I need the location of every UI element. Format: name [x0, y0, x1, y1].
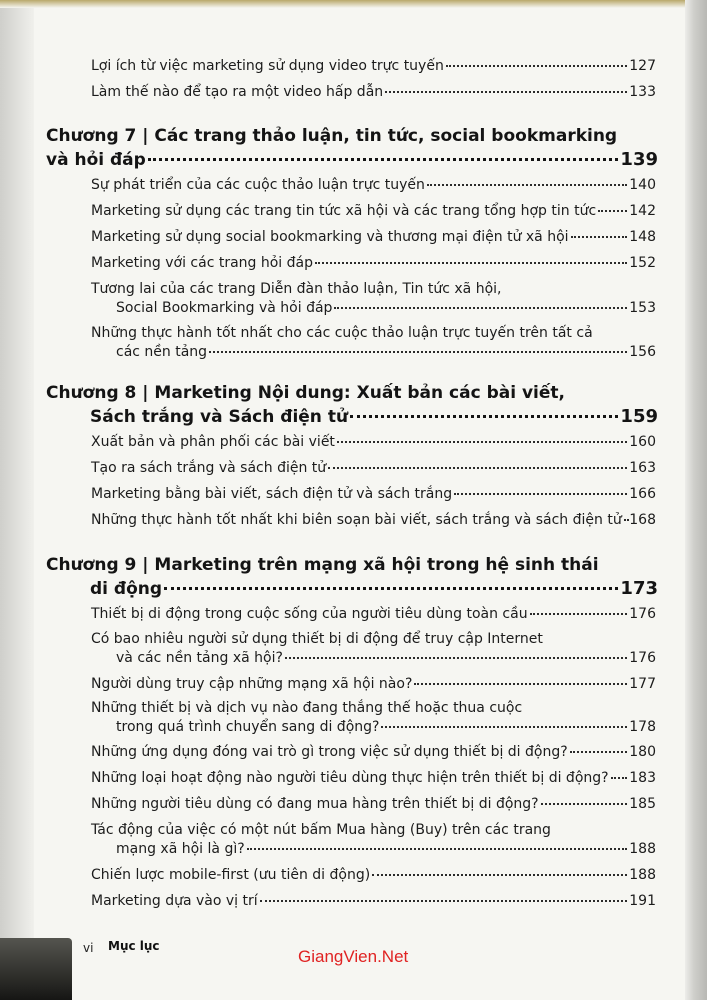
leader-dots — [381, 718, 627, 728]
leader-dots — [598, 202, 627, 212]
toc-page-number: 133 — [629, 84, 656, 100]
toc-entry[interactable] — [91, 821, 656, 859]
toc-entry[interactable] — [91, 254, 656, 273]
chapter-page-number: 159 — [620, 406, 658, 427]
chapter-title-cont: Sách trắng và Sách điện tử — [90, 407, 349, 427]
page-right-edge — [685, 0, 707, 1000]
toc-page-number: 168 — [629, 512, 656, 528]
toc-entry-title-cont: và các nền tảng xã hội? — [116, 650, 283, 666]
toc-entry-title: Xuất bản và phân phối các bài viết — [91, 434, 335, 450]
leader-dots — [570, 743, 628, 753]
toc-entry-title: Marketing sử dụng social bookmarking và thương mại điện tử xã hội — [91, 229, 569, 245]
toc-page-number: 163 — [629, 460, 656, 476]
footer-page-number: vi — [83, 941, 94, 955]
toc-entry-title-cont: mạng xã hội là gì? — [116, 841, 245, 857]
toc-entry[interactable] — [91, 280, 656, 318]
toc-page-number: 142 — [629, 203, 656, 219]
toc-entry-title-cont: trong quá trình chuyển sang di động? — [116, 719, 380, 735]
toc-page-number: 188 — [629, 841, 656, 857]
toc-entry[interactable] — [91, 630, 656, 668]
page-top-edge — [0, 0, 688, 8]
toc-page-number: 148 — [629, 229, 656, 245]
toc-entry-title: Tương lai của các trang Diễn đàn thảo luận, Tin tức xã hội, — [91, 281, 502, 297]
toc-entry-title: Những thực hành tốt nhất khi biên soạn bài viết, sách trắng và sách điện tử — [91, 512, 622, 528]
leader-dots — [530, 605, 628, 615]
leader-dots — [164, 577, 618, 590]
toc-entry-title: Những thực hành tốt nhất cho các cuộc thảo luận trực tuyến trên tất cả — [91, 325, 593, 341]
watermark-text: GiangVien.Net — [298, 947, 409, 966]
toc-entry[interactable] — [91, 699, 656, 737]
toc-entry[interactable] — [91, 485, 656, 504]
toc-entry[interactable] — [91, 795, 656, 814]
leader-dots — [446, 57, 627, 67]
toc-chapter-7[interactable] — [46, 124, 658, 172]
leader-dots — [209, 343, 627, 353]
toc-entry-title: Thiết bị di động trong cuộc sống của người tiêu dùng toàn cầu — [91, 606, 528, 622]
leader-dots — [372, 866, 627, 876]
leader-dots — [247, 840, 628, 850]
toc-entry-title: Sự phát triển của các cuộc thảo luận trực tuyến — [91, 177, 425, 193]
chapter-title-cont: và hỏi đáp — [46, 150, 146, 170]
leader-dots — [337, 433, 627, 443]
leader-dots — [427, 176, 627, 186]
toc-entry-title: Tạo ra sách trắng và sách điện tử — [91, 460, 327, 476]
leader-dots — [334, 299, 627, 309]
toc-entry-title: Marketing bằng bài viết, sách điện tử và sách trắng — [91, 486, 453, 502]
toc-page-number: 176 — [629, 606, 656, 622]
toc-page-number: 191 — [629, 893, 656, 909]
toc-page-number: 127 — [629, 58, 656, 74]
leader-dots — [328, 459, 627, 469]
toc-page-number: 177 — [629, 676, 656, 692]
toc-entry[interactable] — [91, 459, 656, 478]
leader-dots — [414, 675, 627, 685]
toc-entry-title: Những người tiêu dùng có đang mua hàng trên thiết bị di động? — [91, 796, 539, 812]
toc-entry-title-cont: các nền tảng — [116, 344, 208, 360]
toc-page-number: 140 — [629, 177, 656, 193]
toc-entry-title: Những loại hoạt động nào người tiêu dùng thực hiện trên thiết bị di động? — [91, 770, 609, 786]
toc-page-number: 152 — [629, 255, 656, 271]
leader-dots — [315, 254, 627, 264]
chapter-page-number: 173 — [620, 578, 658, 599]
footer-running-title: Mục lục — [108, 939, 160, 953]
leader-dots — [571, 228, 628, 238]
toc-page-number: 176 — [629, 650, 656, 666]
toc-page-number: 188 — [629, 867, 656, 883]
toc-page-number: 156 — [629, 344, 656, 360]
toc-entry-title-cont: Social Bookmarking và hỏi đáp — [116, 300, 333, 316]
leader-dots — [285, 649, 627, 659]
toc-page-number: 183 — [629, 770, 656, 786]
toc-entry-title: Những thiết bị và dịch vụ nào đang thắng thế hoặc thua cuộc — [91, 700, 523, 716]
toc-page-number: 153 — [629, 300, 656, 316]
leader-dots — [385, 83, 627, 93]
toc-entry[interactable] — [91, 675, 656, 694]
toc-entry[interactable] — [91, 433, 656, 452]
leader-dots — [260, 892, 628, 902]
toc-entry[interactable] — [91, 769, 656, 788]
toc-entry-title: Marketing sử dụng các trang tin tức xã hội và các trang tổng hợp tin tức — [91, 203, 597, 219]
toc-entry[interactable] — [91, 57, 656, 76]
leader-dots — [611, 769, 628, 779]
chapter-page-number: 139 — [620, 149, 658, 170]
toc-entry-title: Người dùng truy cập những mạng xã hội nào? — [91, 676, 413, 692]
toc-entry[interactable] — [91, 866, 656, 885]
chapter-title: Chương 8 | Marketing Nội dung: Xuất bản các bài viết, — [46, 383, 565, 403]
leader-dots — [541, 795, 628, 805]
toc-entry[interactable] — [91, 202, 656, 221]
toc-entry[interactable] — [91, 892, 656, 911]
toc-page-number: 166 — [629, 486, 656, 502]
toc-entry-title: Những ứng dụng đóng vai trò gì trong việc sử dụng thiết bị di động? — [91, 744, 568, 760]
toc-entry[interactable] — [91, 743, 656, 762]
toc-entry-title: Chiến lược mobile-first (ưu tiên di động) — [91, 867, 371, 883]
leader-dots — [624, 511, 628, 521]
toc-entry[interactable] — [91, 228, 656, 247]
toc-page-number: 180 — [629, 744, 656, 760]
toc-entry[interactable] — [91, 176, 656, 195]
chapter-title: Chương 7 | Các trang thảo luận, tin tức, social bookmarking — [46, 126, 618, 146]
leader-dots — [350, 405, 618, 418]
toc-entry-title: Marketing với các trang hỏi đáp — [91, 255, 314, 271]
toc-entry-title: Làm thế nào để tạo ra một video hấp dẫn — [91, 84, 384, 100]
toc-entry[interactable] — [91, 83, 656, 102]
toc-entry-title: Lợi ích từ việc marketing sử dụng video trực tuyến — [91, 58, 444, 74]
toc-entry[interactable] — [91, 605, 656, 624]
toc-chapter-8[interactable] — [46, 381, 658, 429]
toc-chapter-9[interactable] — [46, 553, 658, 601]
page-corner-shadow — [0, 938, 72, 1000]
leader-dots — [454, 485, 627, 495]
toc-entry-title: Có bao nhiêu người sử dụng thiết bị di động để truy cập Internet — [91, 631, 543, 647]
toc-page-number: 185 — [629, 796, 656, 812]
leader-dots — [148, 148, 619, 161]
chapter-title: Chương 9 | Marketing trên mạng xã hội trong hệ sinh thái — [46, 555, 599, 575]
toc-entry[interactable] — [91, 511, 656, 530]
toc-page-number: 178 — [629, 719, 656, 735]
toc-entry-title: Marketing dựa vào vị trí — [91, 893, 258, 909]
chapter-title-cont: di động — [90, 579, 163, 599]
page-gutter-shadow — [0, 0, 34, 1000]
toc-page-number: 160 — [629, 434, 656, 450]
toc-entry[interactable] — [91, 324, 656, 362]
toc-entry-title: Tác động của việc có một nút bấm Mua hàng (Buy) trên các trang — [91, 822, 551, 838]
